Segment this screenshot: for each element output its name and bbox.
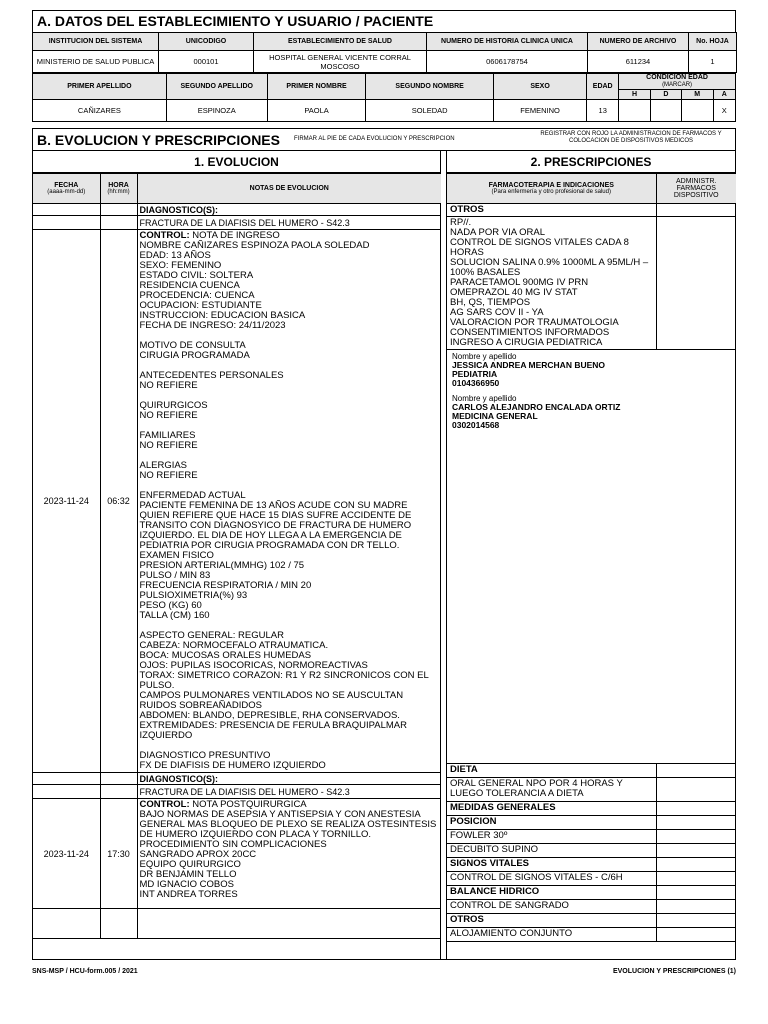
posicion-label: POSICION	[447, 816, 656, 830]
entry-hora: 17:30	[100, 799, 137, 909]
orders-text: RP//. NADA POR VIA ORAL CONTROL DE SIGNOS VITALES CADA 8 HORAS SOLUCION SALINA 0.9% 1000ML A 95ML/H – 100% BASALES PARACETAMOL 900MG IV PRN OMEPRAZOL 40 MG IV STAT BH, QS, TIEMPOS AG SARS COV II - YA VALORACION POR TRAUMATOLOGIA CONSENTIMIENTOS INFORMADOS INGRESO A CIRUGIA PEDIATRICA	[447, 217, 656, 350]
entry-note	[137, 799, 441, 909]
header-unicodigo: UNICODIGO	[159, 33, 254, 51]
value-unicodigo: 000101	[159, 51, 254, 73]
header-primer-nombre: PRIMER NOMBRE	[267, 74, 366, 100]
header-edad: EDAD	[587, 74, 619, 100]
diagnostico-label: DIAGNOSTICO(S):	[137, 204, 441, 216]
patient-table	[32, 73, 736, 122]
dieta-label: DIETA	[447, 764, 656, 778]
establishment-table	[32, 32, 737, 73]
evolucion-title: 1. EVOLUCION	[33, 151, 440, 173]
control-text: NOTA POSTQUIRURGICA BAJO NORMAS DE ASEPSIA Y ANTISEPSIA Y CON ANESTESIA GENERAL MAS BLOQUEO DE PLEXO SE REALIZA OSTESINTESIS DE HUMERO IZQUIERDO CON PLACA Y TORNILLO. PROCEDIMIENTO SIN COMPLICACIONES SANGRADO APROX 20CC EQUIPO QUIRURGICO DR BENJAMIN TELLO MD IGNACIO COBOS INT ANDREA TORRES	[139, 799, 437, 900]
section-a-title: A. DATOS DEL ESTABLECIMIENTO Y USUARIO / PACIENTE	[32, 10, 736, 32]
header-sexo: SEXO	[493, 74, 586, 100]
cond-a-label: A	[713, 90, 735, 100]
header-notas: NOTAS DE EVOLUCION	[137, 174, 441, 204]
value-hoja: 1	[689, 51, 737, 73]
evolucion-column	[33, 151, 441, 959]
header-segundo-apellido: SEGUNDO APELLIDO	[166, 74, 267, 100]
header-hoja: No. HOJA	[689, 33, 737, 51]
entry-fecha: 2023-11-24	[33, 799, 100, 909]
signos-text: CONTROL DE SIGNOS VITALES - C/6H	[447, 872, 656, 886]
value-cond-m	[681, 100, 713, 122]
header-hora: HORA (hh:mm)	[100, 174, 137, 204]
decubito-text: DECUBITO SUPINO	[447, 844, 656, 858]
signer-name: JESSICA ANDREA MERCHAN BUENO	[452, 360, 606, 370]
posicion-text: FOWLER 30º	[447, 830, 656, 844]
signos-label: SIGNOS VITALES	[447, 858, 656, 872]
otros2-label: OTROS	[447, 914, 656, 928]
cond-d-label: D	[650, 90, 681, 100]
dieta-text: ORAL GENERAL NPO POR 4 HORAS Y LUEGO TOLERANCIA A DIETA	[447, 778, 656, 802]
header-fecha: FECHA (aaaa-mm-dd)	[33, 174, 100, 204]
value-cond-h	[619, 100, 651, 122]
otros2-text: ALOJAMIENTO CONJUNTO	[447, 928, 656, 942]
signer-name: CARLOS ALEJANDRO ENCALADA ORTIZ	[452, 402, 621, 412]
value-edad: 13	[587, 100, 619, 122]
value-archivo: 611234	[588, 51, 689, 73]
header-administracion: ADMINISTR. FARMACOS DISPOSITIVO	[656, 174, 736, 204]
balance-label: BALANCE HIDRICO	[447, 886, 656, 900]
section-b-red-note: REGISTRAR CON ROJO LA ADMINISTRACION DE FARMACOS Y COLOCACION DE DISPOSITIVOS MEDICOS	[540, 131, 722, 144]
form-page	[32, 10, 736, 960]
form-footer	[32, 968, 736, 975]
section-b-sign-note: FIRMAR AL PIE DE CADA EVOLUCION Y PRESCRIPCION	[294, 136, 455, 142]
value-primer-nombre: PAOLA	[267, 100, 366, 122]
section-b-title: B. EVOLUCION Y PRESCRIPCIONES	[37, 132, 280, 148]
signer-id: 0302014568	[452, 420, 500, 430]
entry-hora: 06:32	[100, 230, 137, 773]
value-segundo-apellido: ESPINOZA	[166, 100, 267, 122]
entry-fecha: 2023-11-24	[33, 230, 100, 773]
header-primer-apellido: PRIMER APELLIDO	[33, 74, 167, 100]
value-cond-d	[650, 100, 681, 122]
signer-1: Nombre y apellido JESSICA ANDREA MERCHAN BUENO PEDIATRIA 0104366950	[452, 352, 606, 388]
signer-2: Nombre y apellido CARLOS ALEJANDRO ENCALADA ORTIZ MEDICINA GENERAL 0302014568	[452, 394, 621, 430]
footer-form-code: SNS-MSP / HCU-form.005 / 2021	[32, 968, 138, 975]
signer-role: PEDIATRIA	[452, 369, 498, 379]
prescripciones-column	[446, 151, 735, 959]
cond-h-label: H	[619, 90, 651, 100]
prescripciones-title: 2. PRESCRIPCIONES	[447, 151, 735, 173]
value-cond-a: X	[713, 100, 735, 122]
evolution-prescription-area	[32, 150, 736, 960]
otros-label: OTROS	[447, 204, 656, 217]
value-primer-apellido: CAÑIZARES	[33, 100, 167, 122]
header-historia: NUMERO DE HISTORIA CLINICA UNICA	[427, 33, 588, 51]
condicion-edad-hint: (MARCAR)	[662, 82, 693, 88]
control-label: CONTROL:	[139, 230, 190, 241]
section-b-header	[32, 128, 736, 150]
condicion-edad-label: CONDICION EDAD	[646, 74, 708, 81]
footer-form-name: EVOLUCION Y PRESCRIPCIONES (1)	[612, 968, 736, 975]
header-establecimiento: ESTABLECIMIENTO DE SALUD	[254, 33, 427, 51]
diagnostico-label: DIAGNOSTICO(S):	[137, 773, 441, 785]
value-historia: 0606178754	[427, 51, 588, 73]
signer-id: 0104366950	[452, 378, 500, 388]
entry-note	[137, 230, 441, 773]
control-label: CONTROL:	[139, 799, 190, 810]
value-sexo: FEMENINO	[493, 100, 586, 122]
medidas-label: MEDIDAS GENERALES	[447, 802, 656, 816]
prescripciones-table	[447, 173, 736, 942]
signatures-block	[447, 350, 736, 764]
value-segundo-nombre: SOLEDAD	[366, 100, 493, 122]
header-segundo-nombre: SEGUNDO NOMBRE	[366, 74, 493, 100]
signer-role: MEDICINA GENERAL	[452, 411, 538, 421]
diagnostico-value: FRACTURA DE LA DIAFISIS DEL HUMERO - S42.3	[137, 785, 441, 799]
diagnostico-value: FRACTURA DE LA DIAFISIS DEL HUMERO - S42.3	[137, 216, 441, 230]
header-farmacoterapia: FARMACOTERAPIA E INDICACIONES (Para enfermería y otro profesional de salud)	[447, 174, 656, 204]
header-condicion-edad	[619, 74, 736, 90]
evolucion-table	[33, 173, 441, 939]
cond-m-label: M	[681, 90, 713, 100]
value-establecimiento: HOSPITAL GENERAL VICENTE CORRAL MOSCOSO	[254, 51, 427, 73]
header-institucion: INSTITUCION DEL SISTEMA	[33, 33, 159, 51]
control-text: NOTA DE INGRESO NOMBRE CAÑIZARES ESPINOZA PAOLA SOLEDAD EDAD: 13 AÑOS SEXO: FEMENINO ESTADO CIVIL: SOLTERA RESIDENCIA CUENCA PROCEDENCIA: CUENCA OCUPACION: ESTUDIANTE INSTRUCCION: EDUCACION BASICA FECHA DE INGRESO: 24/11/2023 MOTIVO DE CONSULTA CIRUGIA PROGRAMADA ANTECEDENTES PERSONALES NO REFIERE QUIRURGICOS NO REFIERE FAMILIARES NO REFIERE ALERGIAS NO REFIERE ENFERMEDAD ACTUAL PACIENTE FEMENINA DE 13 AÑOS ACUDE CON SU MADRE QUIEN REFIERE QUE HACE 15 DIAS SUFRE ACCIDENTE DE TRANSITO CON DIAGNOSYICO DE FRACTURA DE HUMERO IZQUIERDO. EL DIA DE HOY LLEGA A LA EMERGENCIA DE PEDIATRIA POR CIRUGIA PROGRAMADA CON DR TELLO. EXAMEN FISICO PRESION ARTERIAL(MMHG) 102 / 75 PULSO / MIN 83 FRECUENCIA RESPIRATORIA / MIN 20 PULSIOXIMETRIA(%) 93 PESO (KG) 60 TALLA (CM) 160 ASPECTO GENERAL: REGULAR CABEZA: NORMOCEFALO ATRAUMATICA. BOCA: MUCOSAS ORALES HUMEDAS OJOS: PUPILAS ISOCORICAS, NORMOREACTIVAS TORAX: SIMETRICO CORAZON: R1 Y R2 SINCRONICOS CON EL PULSO. CAMPOS PULMONARES VENTILADOS NO SE AUSCULTAN RUIDOS SOBREAÑADIDOS ABDOMEN: BLANDO, DEPRESIBLE, RHA CONSERVADOS. EXTREMIDADES: PRESENCIA DE FERULA BRAQUIPALMAR IZQUIERDO DIAGNOSTICO PRESUNTIVO FX DE DIAFISIS DE HUMERO IZQUIERDO	[139, 230, 429, 771]
header-archivo: NUMERO DE ARCHIVO	[588, 33, 689, 51]
balance-text: CONTROL DE SANGRADO	[447, 900, 656, 914]
value-institucion: MINISTERIO DE SALUD PUBLICA	[33, 51, 159, 73]
